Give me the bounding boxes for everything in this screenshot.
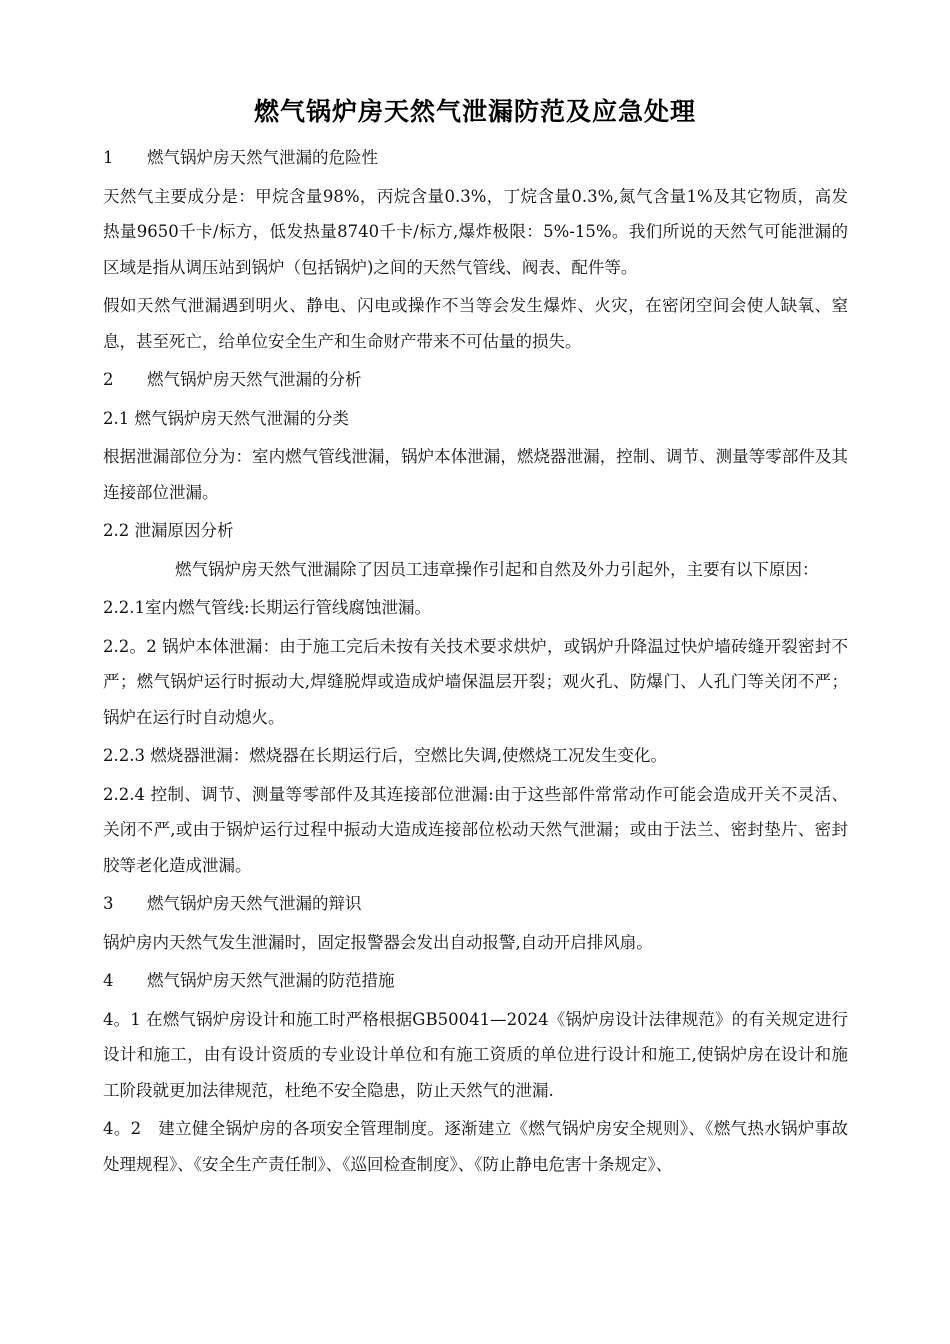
- paragraph: 燃气锅炉房天然气泄漏除了因员工违章操作引起和自然及外力引起外，主要有以下原因：: [175, 559, 819, 579]
- paragraph: 2.2.4 控制、调节、测量等零部件及其连接部位泄漏:由于这些部件常常动作可能会造成开关不灵活、关闭不严,或由于锅炉运行过程中振动大造成连接部位松动天然气泄漏；或由于法兰、密封垫片、密封胶等老化造成泄漏。: [103, 784, 848, 875]
- subsection-heading: 2.1 燃气锅炉房天然气泄漏的分类: [103, 408, 349, 428]
- paragraph: 假如天然气泄漏遇到明火、静电、闪电或操作不当等会发生爆炸、火灾，在密闭空间会使人缺氧、窒息，甚至死亡，给单位安全生产和生命财产带来不可估量的损失。: [103, 296, 848, 351]
- document-body: [103, 140, 848, 1185]
- paragraph: 天然气主要成分是：甲烷含量98%，丙烷含量0.3%，丁烷含量0.3%,氮气含量1%及其它物质，高发热量9650千卡/标方，低发热量8740千卡/标方,爆炸极限：5%-15%。我们所说的天然气可能泄漏的区域是指从调压站到锅炉（包括锅炉)之间的天然气管线、阀表、配件等。: [103, 186, 848, 277]
- section-number: 2: [103, 370, 114, 389]
- subsection-heading: 2.2 泄漏原因分析: [103, 521, 234, 540]
- section-heading-1: [103, 140, 848, 176]
- section-heading-3: [103, 886, 848, 922]
- section-number: 4: [103, 971, 114, 990]
- section-title: 燃气锅炉房天然气泄漏的辩识: [147, 894, 362, 913]
- section-title: 燃气锅炉房天然气泄漏的防范措施: [147, 971, 395, 990]
- section-title: 燃气锅炉房天然气泄漏的危险性: [147, 148, 378, 167]
- paragraph: 根据泄漏部位分为：室内燃气管线泄漏，锅炉本体泄漏，燃烧器泄漏，控制、调节、测量等零部件及其连接部位泄漏。: [103, 447, 848, 502]
- document-title: 燃气锅炉房天然气泄漏防范及应急处理: [253, 97, 696, 126]
- paragraph: 2.2。2 锅炉本体泄漏：由于施工完后未按有关技术要求烘炉，或锅炉升降温过快炉墙砖缝开裂密封不严；燃气锅炉运行时振动大,焊缝脱焊或造成炉墙保温层开裂；观火孔、防爆门、人孔门等关闭不严；锅炉在运行时自动熄火。: [103, 636, 848, 727]
- section-heading-2: [103, 362, 848, 398]
- paragraph: 锅炉房内天然气发生泄漏时，固定报警器会发出自动报警,自动开启排风扇。: [103, 932, 653, 952]
- section-number: 1: [103, 148, 114, 167]
- section-heading-4: [103, 963, 848, 999]
- paragraph: 4。2 建立健全锅炉房的各项安全管理制度。逐渐建立《燃气锅炉房安全规则》、《燃气热水锅炉事故处理规程》、《安全生产责任制》、《巡回检查制度》、《防止静电危害十条规定》、: [103, 1119, 848, 1174]
- paragraph: 2.2.1室内燃气管线:长期运行管线腐蚀泄漏。: [103, 598, 432, 617]
- section-title: 燃气锅炉房天然气泄漏的分析: [147, 370, 362, 389]
- paragraph: 4。1 在燃气锅炉房设计和施工时严格根据GB50041—2024《锅炉房设计法律规范》的有关规定进行设计和施工，由有设计资质的专业设计单位和有施工资质的单位进行设计和施工,使锅炉房在设计和施工阶段就更加法律规范，杜绝不安全隐患，防止天然气的泄漏.: [103, 1009, 848, 1100]
- paragraph: 2.2.3 燃烧器泄漏：燃烧器在长期运行后，空燃比失调,使燃烧工况发生变化。: [103, 746, 667, 765]
- section-number: 3: [103, 894, 114, 913]
